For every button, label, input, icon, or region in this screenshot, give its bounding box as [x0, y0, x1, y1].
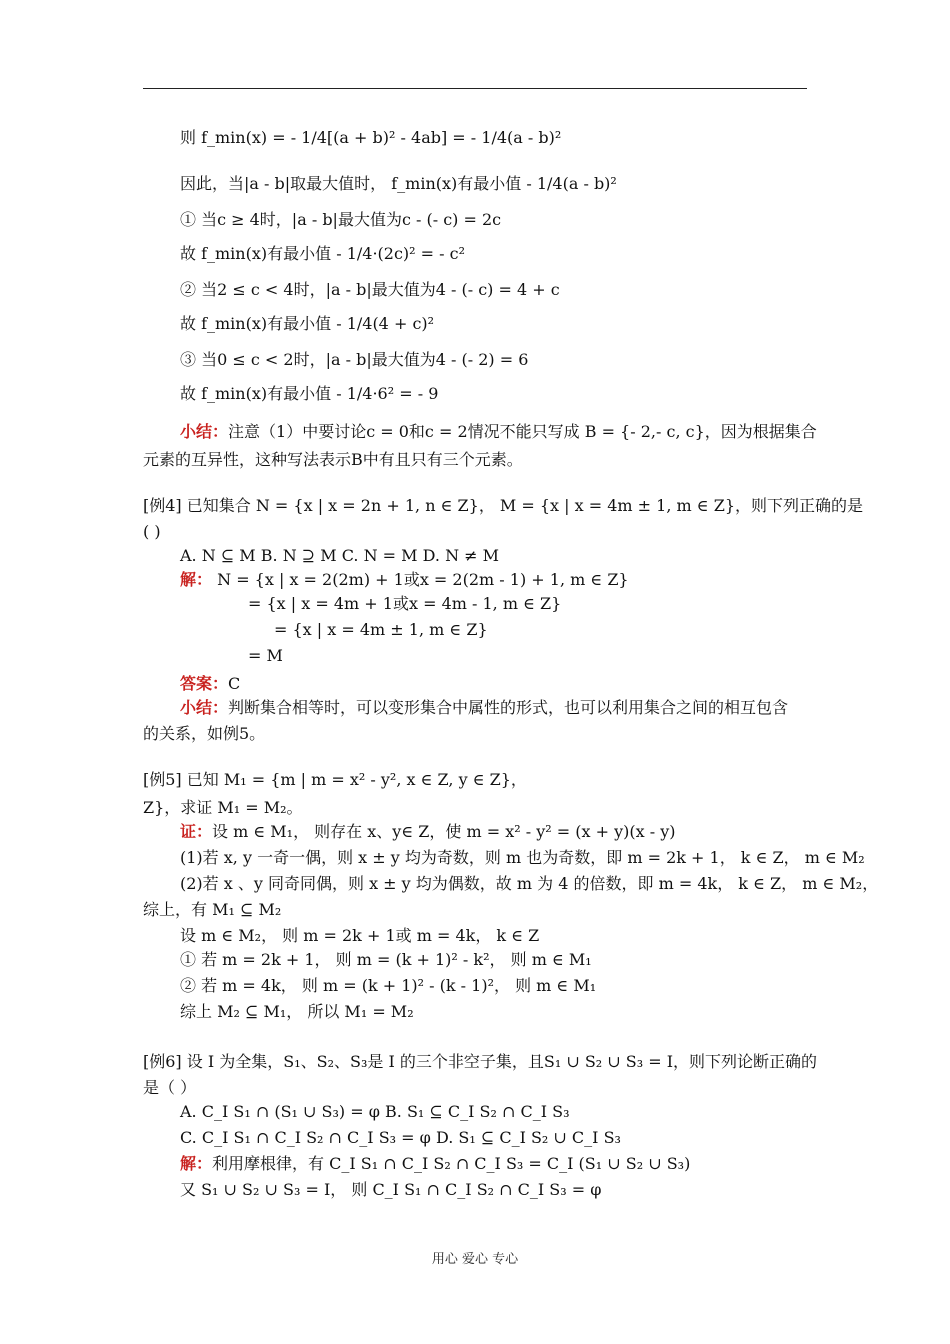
text-line	[180, 1128, 621, 1148]
line-text: 又 S₁ ∪ S₂ ∪ S₃ = I， 则 C_I S₁ ∩ C_I S₂ ∩ C_I S₃ = φ	[180, 1180, 602, 1199]
text-line	[248, 646, 283, 666]
text-line	[274, 620, 488, 640]
text-line	[180, 926, 539, 946]
text-line	[180, 976, 596, 996]
text-line	[143, 770, 527, 790]
text-line	[180, 698, 788, 718]
line-text: A. C_I S₁ ∩ (S₁ ∪ S₃) = φ B. S₁ ⊆ C_I S₂ ∩ C_I S₃	[180, 1102, 570, 1121]
text-line	[180, 848, 865, 868]
line-text: C	[228, 674, 241, 693]
page-footer: 用心 爱心 专心	[431, 1252, 519, 1267]
text-line	[180, 570, 629, 590]
line-text: = {x | x = 4m + 1或x = 4m - 1, m ∈ Z}	[248, 594, 562, 613]
text-line	[143, 496, 863, 516]
section-label: 小结：	[180, 422, 229, 441]
text-line	[180, 950, 592, 970]
text-line	[143, 1078, 196, 1098]
line-text: 因此，当|a - b|取最大值时， f_min(x)有最小值 - 1/4(a - b)²	[180, 174, 617, 193]
line-text: Z}，求证 M₁ = M₂。	[143, 798, 303, 817]
line-text: 判断集合相等时，可以变形集合中属性的形式，也可以利用集合之间的相互包含	[228, 698, 789, 717]
line-text: ① 若 m = 2k + 1， 则 m = (k + 1)² - k²， 则 m ∈ M₁	[180, 950, 592, 969]
line-text: 是（ ）	[143, 1078, 197, 1097]
text-line	[143, 450, 523, 470]
text-line	[180, 1154, 690, 1174]
text-line	[180, 1102, 570, 1122]
line-text: 利用摩根律，有 C_I S₁ ∩ C_I S₂ ∩ C_I S₃ = C_I (S₁ ∪ S₂ ∪ S₃)	[212, 1154, 691, 1173]
line-text: ( )	[143, 522, 161, 541]
text-line	[248, 594, 561, 614]
text-line	[180, 350, 528, 370]
line-text: = {x | x = 4m ± 1, m ∈ Z}	[274, 620, 488, 639]
line-text: = M	[248, 646, 283, 665]
section-label: 答案：	[180, 674, 229, 693]
text-line	[143, 522, 161, 542]
line-text: 综上，有 M₁ ⊆ M₂	[143, 900, 282, 919]
text-line	[180, 1002, 414, 1022]
text-line	[180, 674, 240, 694]
line-text: [例4] 已知集合 N = {x | x = 2n + 1, n ∈ Z}， M = {x | x = 4m ± 1, m ∈ Z}，则下列正确的是	[143, 496, 863, 515]
line-text: ① 当c ≥ 4时，|a - b|最大值为c - (- c) = 2c	[180, 210, 502, 229]
text-line	[180, 384, 438, 404]
text-line	[180, 244, 465, 264]
text-line	[143, 724, 265, 744]
line-text: C. C_I S₁ ∩ C_I S₂ ∩ C_I S₃ = φ D. S₁ ⊆ C_I S₂ ∪ C_I S₃	[180, 1128, 621, 1147]
line-text: 故 f_min(x)有最小值 - 1/4·6² = - 9	[180, 384, 439, 403]
text-line	[180, 422, 817, 442]
line-text: 设 m ∈ M₂， 则 m = 2k + 1或 m = 4k， k ∈ Z	[180, 926, 540, 945]
line-text: 的关系，如例5。	[143, 724, 266, 743]
line-text: 故 f_min(x)有最小值 - 1/4·(2c)² = - c²	[180, 244, 466, 263]
line-text: [例6] 设 I 为全集，S₁、S₂、S₃是 I 的三个非空子集，且S₁ ∪ S₂ ∪ S₃ = I，则下列论断正确的	[143, 1052, 818, 1071]
line-text: ③ 当0 ≤ c < 2时，|a - b|最大值为4 - (- 2) = 6	[180, 350, 529, 369]
line-text: [例5] 已知 M₁ = {m | m = x² - y², x ∈ Z, y ∈ Z}，	[143, 770, 527, 789]
line-text: (1)若 x, y 一奇一偶，则 x ± y 均为奇数，则 m 也为奇数，即 m = 2k + 1， k ∈ Z， m ∈ M₂	[180, 848, 865, 867]
line-text: N = {x | x = 2(2m) + 1或x = 2(2m - 1) + 1, m ∈ Z}	[212, 570, 629, 589]
line-text: 故 f_min(x)有最小值 - 1/4(4 + c)²	[180, 314, 435, 333]
line-text: ② 当2 ≤ c < 4时，|a - b|最大值为4 - (- c) = 4 + c	[180, 280, 560, 299]
text-line	[180, 128, 561, 148]
text-line	[180, 1180, 601, 1200]
section-label: 小结：	[180, 698, 229, 717]
text-line	[180, 174, 617, 194]
section-label: 解：	[180, 1154, 213, 1173]
section-label: 证：	[180, 822, 213, 841]
text-line	[180, 874, 878, 894]
text-line	[143, 798, 303, 818]
header-rule	[143, 88, 807, 89]
text-line	[180, 314, 434, 334]
text-line	[180, 280, 560, 300]
line-text: 则 f_min(x) = - 1/4[(a + b)² - 4ab] = - 1/4(a - b)²	[180, 128, 562, 147]
line-text: 注意（1）中要讨论c = 0和c = 2情况不能只写成 B = {- 2,- c, c}，因为根据集合	[228, 422, 817, 441]
line-text: 设 m ∈ M₁， 则存在 x、y∈ Z，使 m = x² - y² = (x + y)(x - y)	[212, 822, 676, 841]
text-line	[180, 822, 676, 842]
line-text: (2)若 x 、y 同奇同偶，则 x ± y 均为偶数，故 m 为 4 的倍数，即 m = 4k， k ∈ Z， m ∈ M₂，	[180, 874, 879, 893]
text-line	[143, 900, 281, 920]
line-text: 综上 M₂ ⊆ M₁， 所以 M₁ = M₂	[180, 1002, 414, 1021]
section-label: 解：	[180, 570, 213, 589]
line-text: 元素的互异性，这种写法表示B中有且只有三个元素。	[143, 450, 523, 469]
line-text: A. N ⊆ M B. N ⊇ M C. N = M D. N ≠ M	[180, 546, 500, 565]
line-text: ② 若 m = 4k， 则 m = (k + 1)² - (k - 1)²， 则 m ∈ M₁	[180, 976, 597, 995]
text-line	[143, 1052, 817, 1072]
text-line	[180, 210, 501, 230]
text-line	[180, 546, 499, 566]
